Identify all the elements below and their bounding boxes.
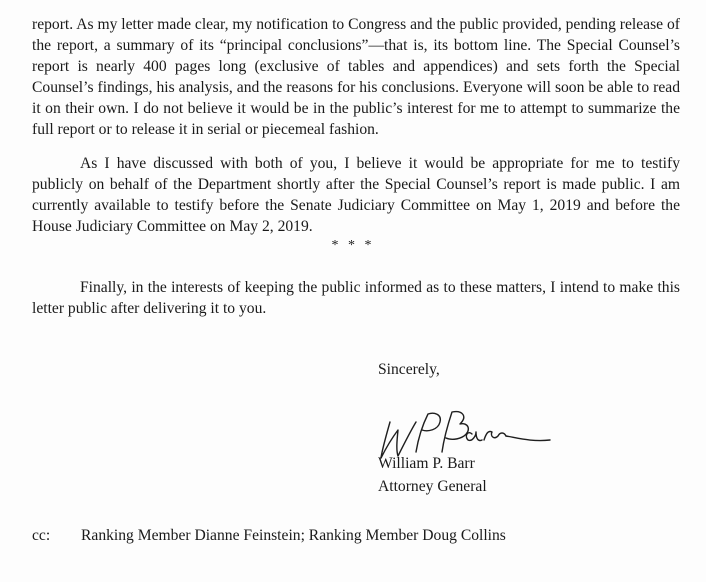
signer-name: William P. Barr xyxy=(378,455,475,472)
cc-label: cc: xyxy=(32,527,51,544)
letter-paragraph-3: Finally, in the interests of keeping the public informed as to these matters, I intend to make this letter public after delivering it to you. xyxy=(32,279,680,317)
section-separator: * * * xyxy=(331,238,375,253)
cc-recipients: Ranking Member Dianne Feinstein; Ranking Member Doug Collins xyxy=(81,527,506,544)
closing-salutation: Sincerely, xyxy=(378,361,440,378)
letter-paragraph-1: report. As my letter made clear, my notification to Congress and the public provided, pending release of the report, a summary of its “principal conclusions”—that is, its bottom line. The Special Counsel’s report is nearly 400 pages long (exclusive of tables and appendices) and sets forth the Special Counsel’s findings, his analysis, and the reasons for his conclusions. Everyone will soon be able to read it on their own. I do not believe it would be in the public’s interest for me to attempt to summarize the full report or to release it in serial or piecemeal fashion. xyxy=(32,16,680,138)
signer-title: Attorney General xyxy=(378,478,487,495)
letter-paragraph-2: As I have discussed with both of you, I believe it would be appropriate for me to testify publicly on behalf of the Department shortly after the Special Counsel’s report is made public. I am currently available to testify before the Senate Judiciary Committee on May 1, 2019 and before the House Judiciary Committee on May 2, 2019. xyxy=(32,155,680,235)
